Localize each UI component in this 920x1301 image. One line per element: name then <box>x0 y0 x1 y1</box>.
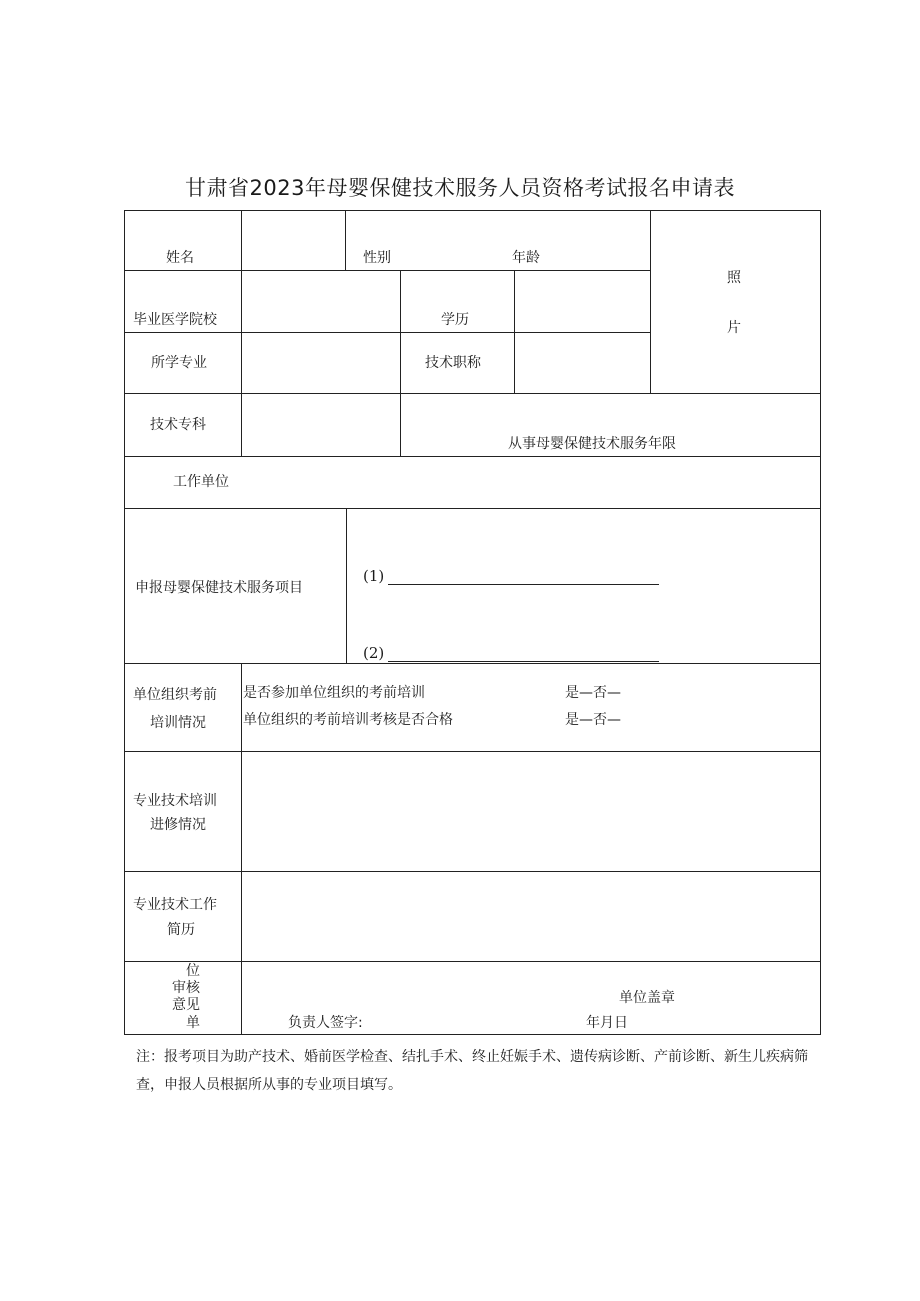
column-divider <box>514 270 515 393</box>
training-attended-options: 是—否— <box>565 685 621 701</box>
form-title: 甘肃省2023年母婴保健技术服务人员资格考试报名申请表 <box>185 176 735 200</box>
row-divider <box>124 751 821 752</box>
row-divider <box>124 393 821 394</box>
column-divider <box>650 210 651 393</box>
org-training-label-2: 培训情况 <box>150 715 206 731</box>
work-unit-label: 工作单位 <box>173 474 229 490</box>
pro-training-label-1: 专业技术培训 <box>133 793 217 809</box>
footnote: 注：报考项目为助产技术、婚前医学检查、结扎手术、终止妊娠手术、遗传病诊断、产前诊断、新生儿疾病筛查，申报人员根据所从事的专业项目填写。 <box>136 1049 808 1093</box>
school-label: 毕业医学院校 <box>133 312 217 328</box>
photo-label-1: 照 <box>727 270 741 286</box>
gender-label: 性别 <box>363 250 391 266</box>
work-history-label-2: 简历 <box>167 922 195 938</box>
column-divider <box>241 663 242 1035</box>
review-label-1: 位 <box>186 963 200 979</box>
signature-label: 负责人签字: <box>288 1015 363 1031</box>
review-label-4: 单 <box>186 1015 200 1031</box>
column-divider <box>345 210 346 270</box>
major-label: 所学专业 <box>151 355 207 371</box>
row-divider <box>124 508 821 509</box>
row-divider <box>124 961 821 962</box>
column-divider <box>241 210 242 456</box>
service-item-2-line <box>388 661 659 662</box>
review-label-3: 意见 <box>172 997 200 1013</box>
work-history-label-1: 专业技术工作 <box>133 897 217 913</box>
specialty-label: 技术专科 <box>150 417 206 433</box>
org-training-label-1: 单位组织考前 <box>133 687 217 703</box>
column-divider <box>346 508 347 663</box>
service-item-1-line <box>388 584 659 585</box>
service-item-1-label: (1) <box>363 567 385 585</box>
column-divider <box>400 270 401 456</box>
review-label-2: 审核 <box>172 980 200 996</box>
photo-label-2: 片 <box>727 320 741 336</box>
training-passed-question: 单位组织的考前培训考核是否合格 <box>243 712 453 728</box>
education-label: 学历 <box>441 312 469 328</box>
title-rank-label: 技术职称 <box>425 355 481 371</box>
age-label: 年龄 <box>512 250 540 266</box>
training-attended-question: 是否参加单位组织的考前培训 <box>243 685 425 701</box>
service-items-label: 申报母婴保健技术服务项目 <box>135 580 303 596</box>
pro-training-label-2: 进修情况 <box>150 817 206 833</box>
row-divider <box>124 871 821 872</box>
service-item-2-label: (2) <box>363 644 385 662</box>
unit-seal-label: 单位盖章 <box>619 990 675 1006</box>
name-label: 姓名 <box>166 250 194 266</box>
row-divider <box>124 270 650 271</box>
service-years-label: 从事母婴保健技术服务年限 <box>508 436 676 452</box>
row-divider <box>124 663 821 664</box>
training-passed-options: 是—否— <box>565 712 621 728</box>
row-divider <box>124 332 650 333</box>
application-form-table <box>124 210 821 1035</box>
date-label: 年月日 <box>586 1015 628 1031</box>
row-divider <box>124 456 821 457</box>
